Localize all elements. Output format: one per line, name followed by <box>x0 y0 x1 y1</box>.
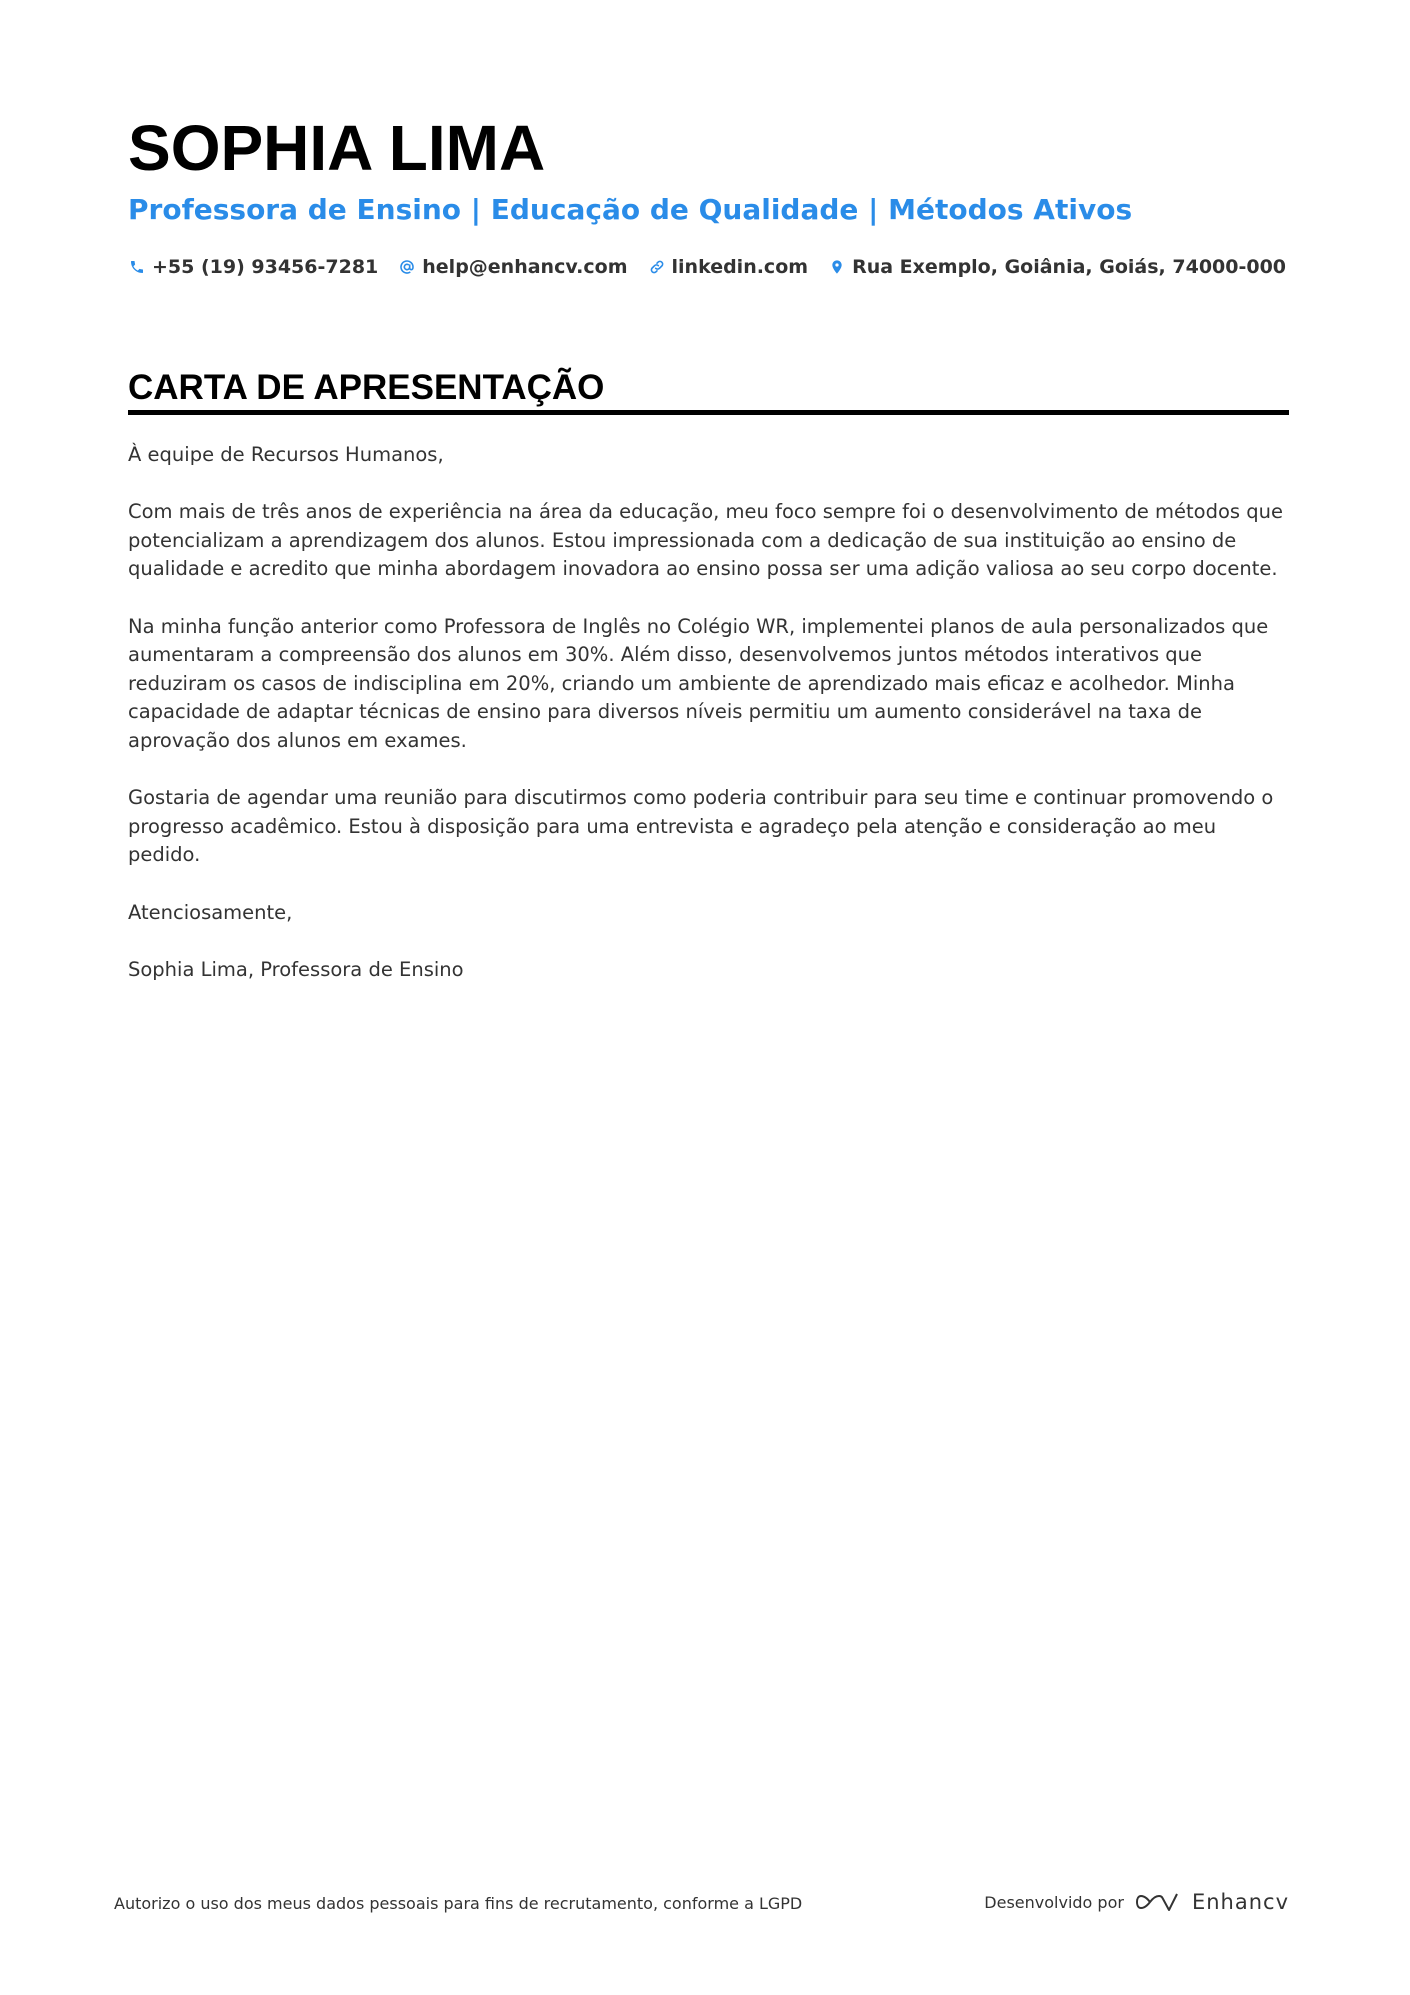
contact-bar <box>128 252 1306 282</box>
phone-icon <box>128 258 146 276</box>
powered-by-label: Desenvolvido por <box>984 1892 1124 1912</box>
letter-greeting: À equipe de Recursos Humanos, <box>128 443 444 466</box>
letter-paragraph: Gostaria de agendar uma reunião para discutirmos como poderia contribuir para seu time e continuar promovendo o progresso acadêmico. Estou à disposição para uma entrevista e agradeço pela atenção e consideração ao meu pedido. <box>128 786 1274 867</box>
contact-linkedin-text[interactable]: linkedin.com <box>671 256 809 278</box>
letter-paragraph: Na minha função anterior como Professora de Inglês no Colégio WR, implementei planos de aula personalizados que aumentaram a compreensão dos alunos em 30%. Além disso, desenvolvemos juntos métodos interativos que reduziram os casos de indisciplina em 20%, criando um ambiente de aprendizado mais eficaz e acolhedor. Minha capacidade de adaptar técnicas de ensino para diversos níveis permitiu um aumento considerável na taxa de aprovação dos alunos em exames. <box>128 614 1269 752</box>
link-icon <box>648 258 666 276</box>
letter-signature: Sophia Lima, Professora de Ensino <box>128 957 464 981</box>
contact-email-text[interactable]: help@enhancv.com <box>422 256 628 278</box>
section-divider <box>128 410 1289 415</box>
footer-brand[interactable] <box>984 1884 1289 1920</box>
letter-paragraph: Com mais de três anos de experiência na área da educação, meu foco sempre foi o desenvolvimento de métodos que potencializam a aprendizagem dos alunos. Estou impressionada com a dedicação de sua instituição ao ensino de qualidade e acredito que minha abordagem inovadora ao ensino possa ser uma adição valiosa ao seu corpo docente. <box>128 500 1284 581</box>
contact-linkedin[interactable] <box>648 256 809 278</box>
at-icon <box>398 258 416 276</box>
enhancv-logo-icon <box>1136 1890 1182 1914</box>
footer-consent: Autorizo o uso dos meus dados pessoais para fins de recrutamento, conforme a LGPD <box>114 1894 803 1913</box>
candidate-title: Professora de Ensino | Educação de Qualidade | Métodos Ativos <box>128 193 1133 226</box>
location-pin-icon <box>828 258 846 276</box>
letter-body <box>128 441 1289 1013</box>
contact-address <box>828 256 1286 278</box>
contact-email[interactable] <box>398 256 627 278</box>
contact-address-text: Rua Exemplo, Goiânia, Goiás, 74000-000 <box>852 256 1287 278</box>
brand-name: Enhancv <box>1191 1890 1289 1914</box>
contact-phone-text: +55 (19) 93456-7281 <box>152 256 379 278</box>
candidate-name: SOPHIA LIMA <box>128 112 546 184</box>
section-title: CARTA DE APRESENTAÇÃO <box>128 368 605 407</box>
contact-phone <box>128 256 378 278</box>
letter-closing: Atenciosamente, <box>128 900 293 924</box>
